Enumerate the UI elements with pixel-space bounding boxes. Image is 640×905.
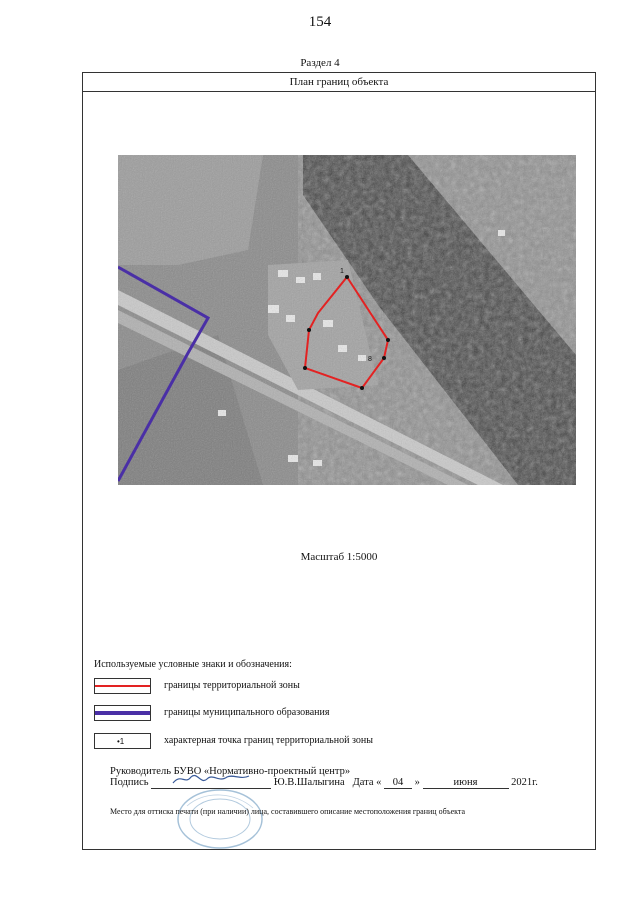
signature-field — [151, 777, 271, 789]
legend-item-point — [94, 733, 574, 751]
document-frame — [82, 72, 596, 850]
legend-swatch-zone — [94, 678, 151, 694]
aerial-map — [118, 155, 576, 485]
legend-swatch-municipal — [94, 705, 151, 721]
signer-name: Ю.В.Шалыгина — [273, 777, 345, 788]
date-label: Дата « — [352, 777, 382, 788]
handwritten-signature — [171, 771, 251, 787]
legend-point-symbol: •1 — [117, 737, 125, 746]
point-label-1: 1 — [340, 268, 344, 275]
point-label-8: 8 — [368, 356, 372, 363]
legend-label-point: характерная точка границ территориальной зоны — [164, 735, 373, 746]
signature-block — [110, 766, 580, 789]
legend-swatch-point — [94, 733, 151, 749]
date-day: 04 — [384, 777, 412, 789]
signature-head: Руководитель БУВО «Нормативно-проектный центр» — [110, 766, 351, 777]
official-stamp — [175, 788, 265, 850]
legend-item-municipal — [94, 705, 574, 723]
map-grain — [118, 155, 576, 485]
date-mid: » — [414, 777, 420, 788]
legend-item-zone — [94, 678, 574, 696]
section-label: Раздел 4 — [300, 57, 340, 69]
signature-label: Подпись — [110, 777, 149, 788]
stamp-place-note: Место для оттиска печати (при наличии) лица, составившего описание местоположения границ объекта — [110, 807, 466, 816]
legend-title: Используемые условные знаки и обозначения: — [94, 659, 292, 670]
date-year: 2021г. — [511, 777, 538, 788]
signature-row — [110, 777, 580, 789]
page-number: 154 — [308, 14, 332, 30]
frame-title: План границ объекта — [83, 73, 595, 92]
map-scale: Масштаб 1:5000 — [300, 551, 378, 563]
legend-label-zone: границы территориальной зоны — [164, 680, 300, 691]
legend-label-municipal: границы муниципального образования — [164, 707, 330, 718]
date-month: июня — [423, 777, 509, 789]
